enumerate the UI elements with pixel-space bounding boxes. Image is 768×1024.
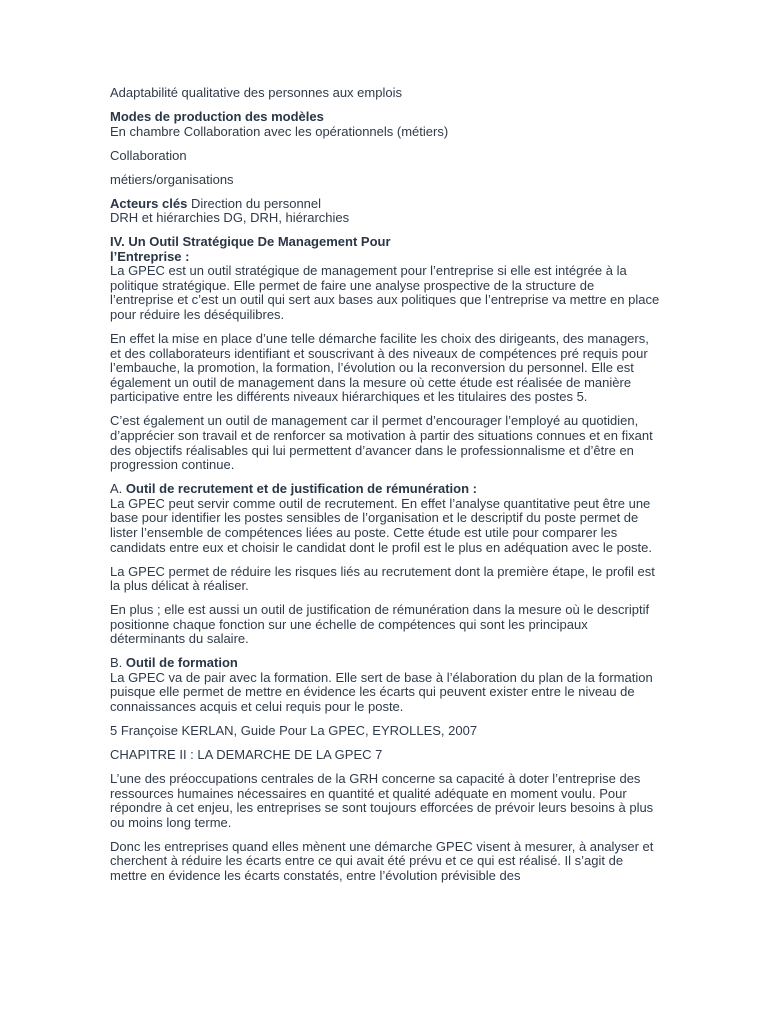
paragraph-en-plus: En plus ; elle est aussi un outil de justification de rémunération dans la mesure où le descriptif positionne chaque fonction sur une échelle de compétences qui sont les principaux déterminants du salaire. bbox=[110, 602, 650, 647]
heading-modes-production: Modes de production des modèles bbox=[110, 108, 324, 124]
section-a-paragraph: La GPEC peut servir comme outil de recrutement. En effet l’analyse quantitative peut être une base pour identifier les postes sensibles de l’organisation et le descriptif du poste permet de lister l’ensemble de compétences liées au poste. Cette étude est utile pour comparer les candidats entre eux et choisir le candidat dont le profil est le plus en adéquation avec le poste. bbox=[110, 495, 653, 555]
heading-acteurs-cles: Acteurs clés bbox=[110, 195, 188, 211]
text-modes-production: En chambre Collaboration avec les opérationnels (métiers) bbox=[110, 123, 449, 139]
section-iv-heading-line-2: l’Entreprise : bbox=[110, 248, 190, 264]
paragraph-grh: L’une des préoccupations centrales de la GRH concerne sa capacité à doter l’entreprise des ressources humaines nécessaires en quantité et qualité adéquate en moment voulu. Pour répondre à cet enjeu, les entreprises se sont toujours efforcées de prévoir leurs besoins à plus ou moins long terme. bbox=[110, 771, 654, 830]
chapter-heading: CHAPITRE II : LA DEMARCHE DE LA GPEC 7 bbox=[110, 747, 383, 763]
paragraph-risques: La GPEC permet de réduire les risques liés au recrutement dont la première étape, le profil est la plus délicat à réaliser. bbox=[110, 563, 655, 594]
footnote: 5 Françoise KERLAN, Guide Pour La GPEC, EYROLLES, 2007 bbox=[110, 723, 478, 739]
paragraph-donc: Donc les entreprises quand elles mènent une démarche GPEC visent à mesurer, à analyser et cherchent à réduire les écarts entre ce qui avait été prévu et ce qui est réalisé. Il s’agit de mettre en évidence les écarts constatés, entre l’évolution prévisible des bbox=[110, 838, 654, 883]
document-page bbox=[110, 86, 660, 893]
paragraph-adaptabilite: Adaptabilité qualitative des personnes aux emplois bbox=[110, 85, 402, 100]
paragraph-metiers-organisations: métiers/organisations bbox=[110, 171, 234, 187]
paragraph-en-effet: En effet la mise en place d’une telle démarche facilite les choix des dirigeants, des managers, et des collaborateurs identifiant et souscrivant à des niveaux de compétences pré requis pour l’embauche, la promotion, la formation, l’évolution ou la reconversion du personnel. Elle est également un outil de management dans la mesure où cette étude est réalisée de manière participative entre les différents niveaux hiérarchiques et les titulaires des postes 5. bbox=[110, 331, 649, 405]
paragraph-acteurs-cles bbox=[110, 197, 660, 226]
section-a-heading: Outil de recrutement et de justification de rémunération : bbox=[125, 481, 477, 497]
section-a bbox=[110, 482, 660, 555]
section-a-prefix: A. bbox=[110, 481, 126, 497]
section-b-prefix: B. bbox=[110, 655, 126, 671]
paragraph-modes-production bbox=[110, 110, 660, 139]
section-b-heading: Outil de formation bbox=[125, 655, 238, 671]
paragraph-cest-egalement: C’est également un outil de management car il permet d’encourager l’employé au quotidien, d’apprécier son travail et de renforcer sa motivation à partir des situations connues et en fixant des objectifs réalisables qui lui permettent d’avancer dans le professionnalisme et d’être en progression continue. bbox=[110, 413, 653, 473]
section-b bbox=[110, 656, 660, 714]
paragraph-collaboration: Collaboration bbox=[110, 147, 187, 163]
section-b-paragraph: La GPEC va de pair avec la formation. Elle sert de base à l’élaboration du plan de la formation puisque elle permet de mettre en évidence les écarts qui peuvent exister entre le niveau de connaissances acquis et celui requis pour le poste. bbox=[110, 669, 653, 715]
text-acteurs-cles: Direction du personnel bbox=[187, 195, 322, 211]
section-iv bbox=[110, 235, 660, 323]
text-drh-hierarchies: DRH et hiérarchies DG, DRH, hiérarchies bbox=[110, 210, 350, 226]
section-iv-heading-line-1: IV. Un Outil Stratégique De Management Pour bbox=[110, 234, 391, 250]
section-iv-paragraph: La GPEC est un outil stratégique de management pour l’entreprise si elle est intégrée à la politique stratégique. Elle permet de faire une analyse prospective de la structure de l’entreprise et c’est un outil qui sert aux bases aux politiques que l’entreprise va mettre en place pour réduire les déséquilibres. bbox=[110, 263, 660, 323]
